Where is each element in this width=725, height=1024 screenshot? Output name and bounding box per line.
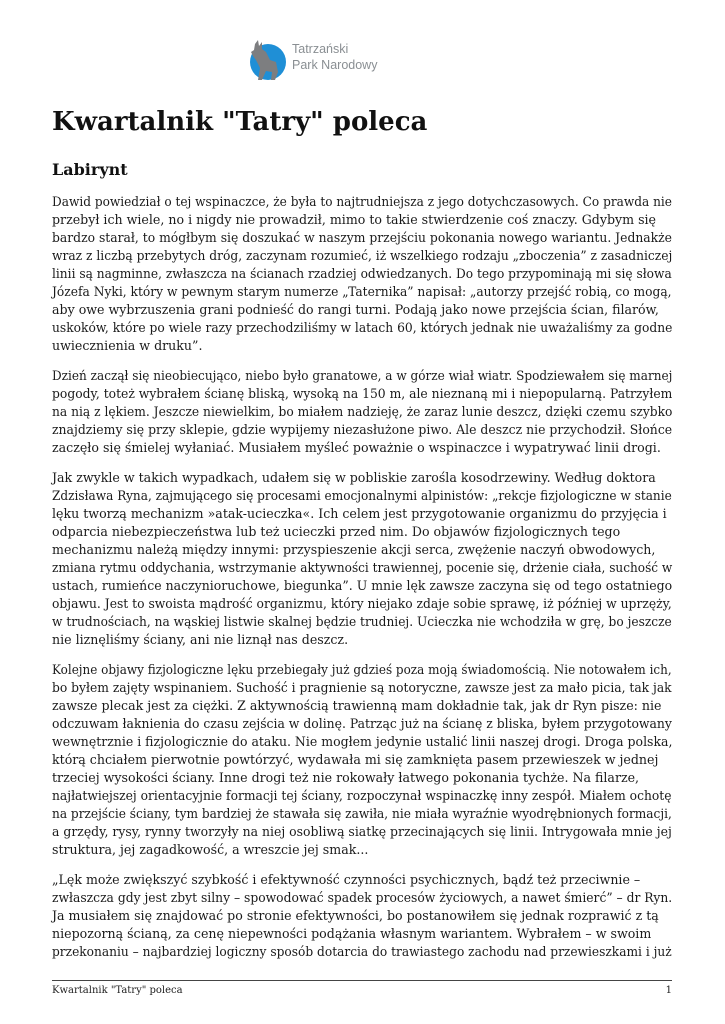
text-line: wraz z liczbą przebytych dróg, zaczynam rozumieć, iż wszelkiego rodzaju „zboczenia” z zasadniczej xyxy=(52,248,673,263)
text-line: przebył ich wiele, no i nigdy nie prowadził, mimo to takie stwierdzenie coś znaczy. Gdybym się xyxy=(52,212,657,227)
park-name-line2: Park Narodowy xyxy=(292,58,378,72)
park-name xyxy=(292,41,377,73)
text-line: ustach, rumieńce naczynioruchowe, biegunka”. U mnie lęk zawsze zaczyna się od tego ostatniego xyxy=(52,578,673,593)
text-line: wewnętrznie i fizjologicznie do ataku. Nie mogłem jedynie ustalić linii naszej drogi. Droga polska, xyxy=(52,734,673,749)
paragraph xyxy=(52,367,672,457)
text-line: Kolejne objawy fizjologiczne lęku przebiegały już gdzieś poza moją świadomością. Nie notowałem ich, xyxy=(52,662,672,677)
text-line: linii są nagminne, zwłaszcza na ścianach rzadziej odwiedzanych. Do tego przypominają mi się słowa xyxy=(52,266,672,281)
page-title: Kwartalnik "Tatry" poleca xyxy=(52,107,428,137)
text-line: niepozorną ścianą, za cenę niepewności podążania własnym wariantem. Wybrałem – w swoim xyxy=(52,926,652,941)
text-line: na nią z lękiem. Jeszcze niewielkim, bo miałem nadzieję, że zaraz lunie deszcz, dzięki czemu szybko xyxy=(52,404,673,419)
text-line: przekonaniu – najbardziej logiczny sposób dotarcia do trawiastego zachodu nad przewieszkami i już xyxy=(52,944,672,959)
text-line: struktura, jej zagadkowość, a wreszcie jej smak... xyxy=(52,842,369,857)
text-line: najłatwiejszej orientacyjnie formacji tej ściany, rozpoczynał wspinaczkę inny zespół. Miałem ochotę xyxy=(52,788,672,803)
paragraph xyxy=(52,469,672,649)
text-line: zmiana rytmu oddychania, wstrzymanie aktywności trawiennej, pocenie się, drżenie ciała, suchość w xyxy=(52,560,673,575)
text-line: którą chciałem pierwotnie powtórzyć, wydawała mi się zamknięta pasem przewieszek w jednej xyxy=(52,752,659,767)
paragraph xyxy=(52,871,672,961)
paragraph xyxy=(52,661,672,859)
text-line: w trudnościach, na wąskiej listwie skalnej będzie trudniej. Ucieczka nie wchodziła w grę, bo jeszcze xyxy=(52,614,672,629)
footer-title: Kwartalnik "Tatry" poleca xyxy=(52,985,183,996)
text-line: uskoków, które po wiele razy przechodziliśmy w latach 60, których jednak nie uważaliśmy za godne xyxy=(52,320,673,335)
text-line: odparcia niebezpieczeństwa lub też ucieczki przed nim. Do objawów fizjologicznych tego xyxy=(52,524,621,539)
text-line: objawu. Jest to swoista mądrość organizmu, który niejako zdaje sobie sprawę, iż później w uprzęży, xyxy=(52,596,672,611)
text-line: lęku tworzą mechanizm »atak-ucieczka«. Ich celem jest przygotowanie organizmu do przyjęcia i xyxy=(52,506,667,521)
text-line: bo byłem zajęty wspinaniem. Suchość i pragnienie są notoryczne, zawsze jest za mało picia, tak jak xyxy=(52,680,672,695)
paragraph xyxy=(52,193,672,355)
text-line: nie liznęliśmy ściany, ani nie liznął nas deszcz. xyxy=(52,632,349,647)
text-line: odczuwam łaknienia do czasu zejścia w dolinę. Patrząc już na ścianę z bliska, byłem przygotowany xyxy=(52,716,672,731)
text-line: Dzień zaczął się nieobiecująco, niebo było granatowe, a w górze wiał wiatr. Spodziewałem się marnej xyxy=(52,368,673,383)
park-logo xyxy=(246,38,396,82)
text-line: Józefa Nyki, który w pewnym starym numerze „Taternika” napisał: „autorzy przejść robią, co mogą, xyxy=(52,284,672,299)
text-line: na przejście ściany, tym bardziej że stawała się zawiła, nie miała wyraźnie wyodrębnionych formacji, xyxy=(52,806,672,821)
text-line: zaczęło się śmielej wyłaniać. Musiałem myśleć poważnie o wspinaczce i wypatrywać linii drogi. xyxy=(52,440,661,455)
text-line: Jak zwykle w takich wypadkach, udałem się w pobliskie zarośla kosodrzewiny. Według doktora xyxy=(52,470,656,485)
text-line: a grzędy, rysy, rynny tworzyły na niej osobliwą siatkę przecinających się linii. Intrygowała mnie jej xyxy=(52,824,672,839)
text-line: mechanizmu należą między innymi: przyspieszenie akcji serca, zwężenie naczyń obwodowych, xyxy=(52,542,656,557)
text-line: uwiecznienia w druku”. xyxy=(52,338,203,353)
text-line: znajdziemy się przy sklepie, gdzie wypijemy niezasłużone piwo. Ale deszcz nie przychodził. Słońce xyxy=(52,422,673,437)
page-number: 1 xyxy=(665,985,672,996)
article-title: Labirynt xyxy=(52,160,128,179)
text-line: Zdzisława Ryna, zajmującego się procesami emocjonalnymi alpinistów: „rekcje fizjologiczne w stanie xyxy=(52,488,672,503)
article-body xyxy=(52,193,672,973)
text-line: „Lęk może zwiększyć szybkość i efektywność czynności psychicznych, bądź też przeciwnie – xyxy=(52,872,641,887)
park-name-line1: Tatrzański xyxy=(292,42,349,56)
text-line: aby owe wybrzuszenia grani podnieść do rangi turni. Podają jako nowe przejścia ścian, filarów, xyxy=(52,302,659,317)
text-line: bardzo starał, to mógłbym się doszukać w naszym przejściu pokonania nowego wariantu. Jednakże xyxy=(52,230,672,245)
text-line: Ja musiałem się znajdować po stronie efektywności, bo postanowiłem się jednak rozprawić z tą xyxy=(52,908,659,923)
text-line: zawsze plecak jest za ciężki. Z aktywnością trawienną mam dokładnie tak, jak dr Ryn pisze: nie xyxy=(52,698,662,713)
text-line: trzeciej wysokości ściany. Inne drogi też nie rokowały łatwego pokonania tychże. Na filarze, xyxy=(52,770,640,785)
footer-divider xyxy=(52,980,672,981)
text-line: Dawid powiedział o tej wspinaczce, że była to najtrudniejsza z jego dotychczasowych. Co prawda nie xyxy=(52,194,672,209)
text-line: zwłaszcza gdy jest zbyt silny – spowodować spadek procesów życiowych, a nawet śmierć” – dr Ryn. xyxy=(52,890,673,905)
chamois-logo-icon xyxy=(246,38,288,82)
text-line: pogody, toteż wybrałem ścianę bliską, wysoką na 150 m, ale nieznaną mi i niepopularną. Patrzyłem xyxy=(52,386,673,401)
